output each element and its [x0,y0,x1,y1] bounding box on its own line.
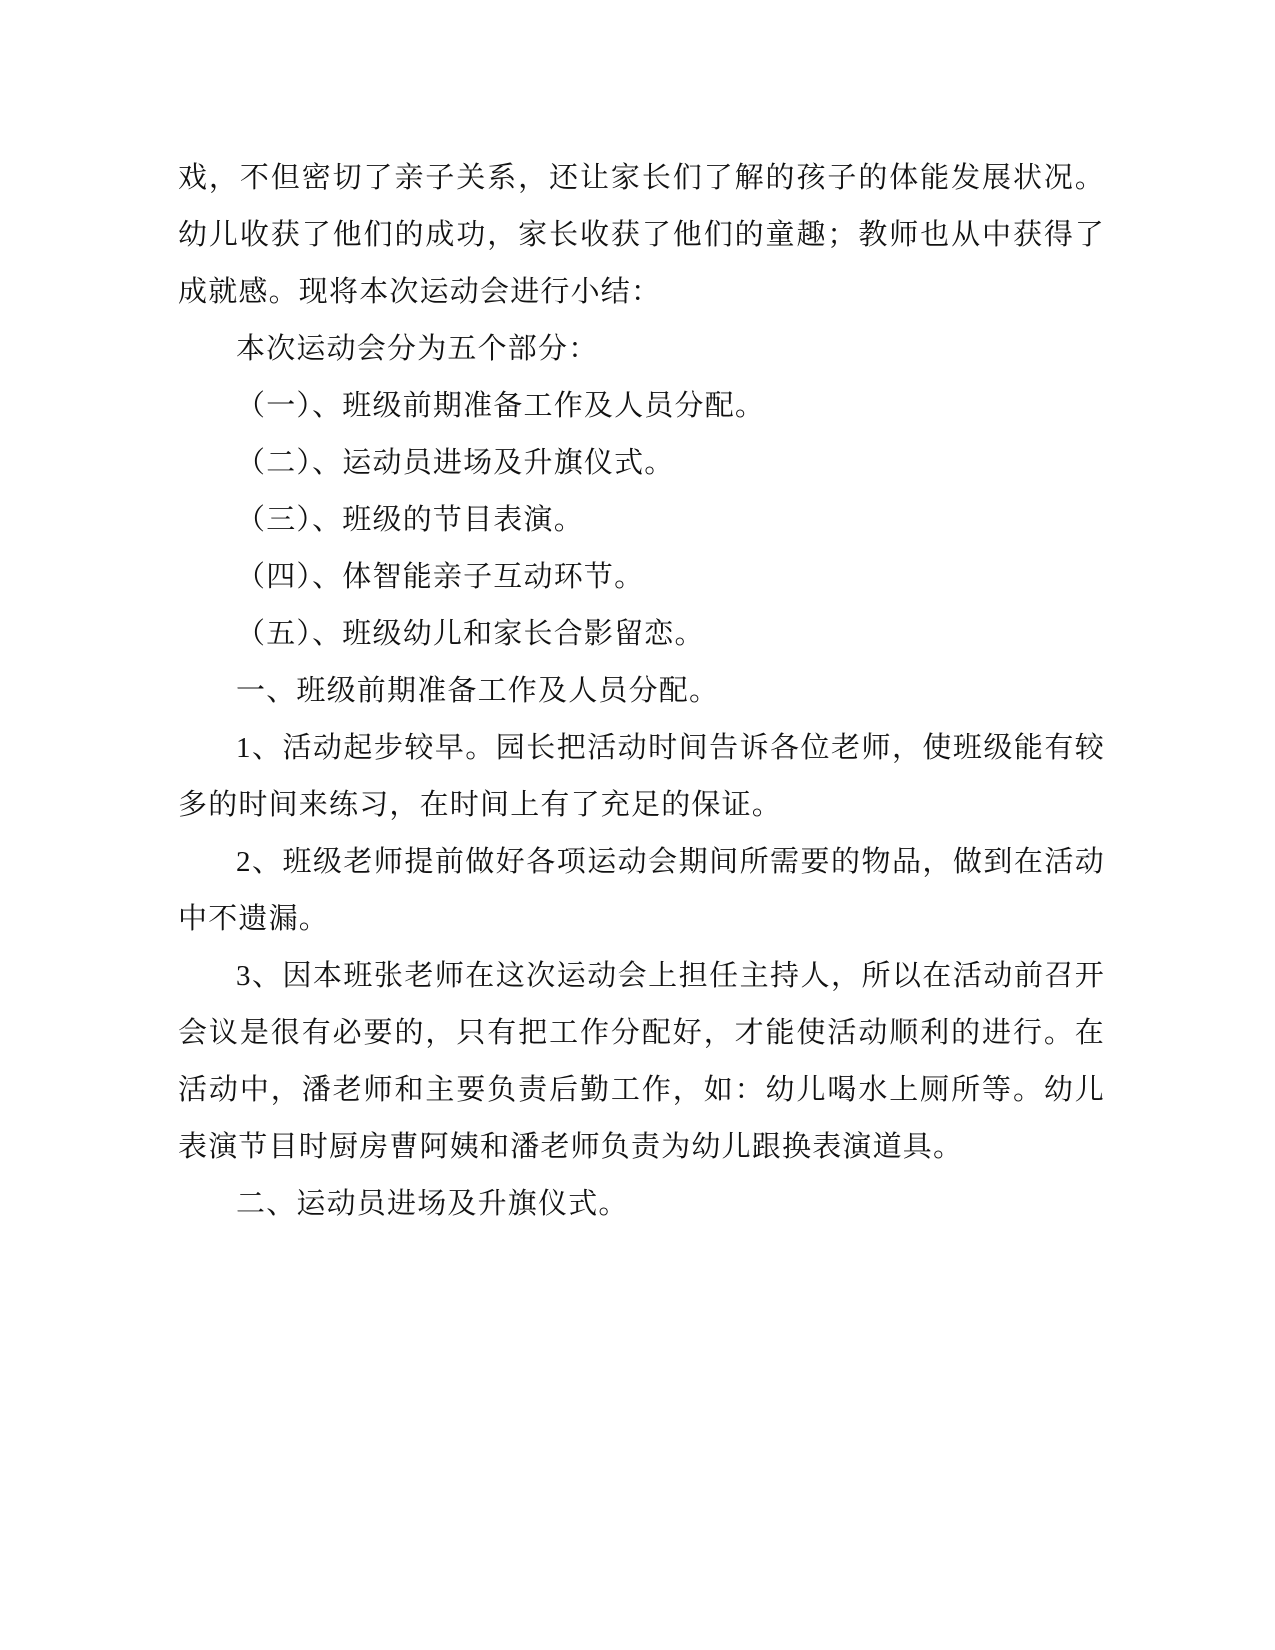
paragraph-section-two-heading: 二、运动员进场及升旗仪式。 [236,1188,629,1220]
paragraph-section-one-heading: 一、班级前期准备工作及人员分配。 [236,675,720,707]
document-body [178,150,1105,1233]
paragraph-item-2: 2、班级老师提前做好各项运动会期间所需要的物品，做到在活动中不遗漏。 [178,846,1105,935]
paragraph-part-five: （五）、班级幼儿和家长合影留恋。 [236,618,705,650]
paragraph-item-1: 1、活动起步较早。园长把活动时间告诉各位老师，使班级能有较多的时间来练习，在时间上有了充足的保证。 [178,732,1105,821]
paragraph-continued-intro: 戏，不但密切了亲子关系，还让家长们了解的孩子的体能发展状况。幼儿收获了他们的成功，家长收获了他们的童趣；教师也从中获得了成就感。现将本次运动会进行小结： [178,162,1105,308]
paragraph-part-three: （三）、班级的节目表演。 [236,504,584,536]
paragraph-item-3: 3、因本班张老师在这次运动会上担任主持人，所以在活动前召开会议是很有必要的，只有把工作分配好，才能使活动顺利的进行。在活动中，潘老师和主要负责后勤工作，如：幼儿喝水上厕所等。幼儿表演节目时厨房曹阿姨和潘老师负责为幼儿跟换表演道具。 [178,960,1105,1163]
paragraph-part-one: （一）、班级前期准备工作及人员分配。 [236,390,766,422]
paragraph-part-four: （四）、体智能亲子互动环节。 [236,561,645,593]
paragraph-part-two: （二）、运动员进场及升旗仪式。 [236,447,675,479]
paragraph-five-parts-lead: 本次运动会分为五个部分： [236,333,599,365]
